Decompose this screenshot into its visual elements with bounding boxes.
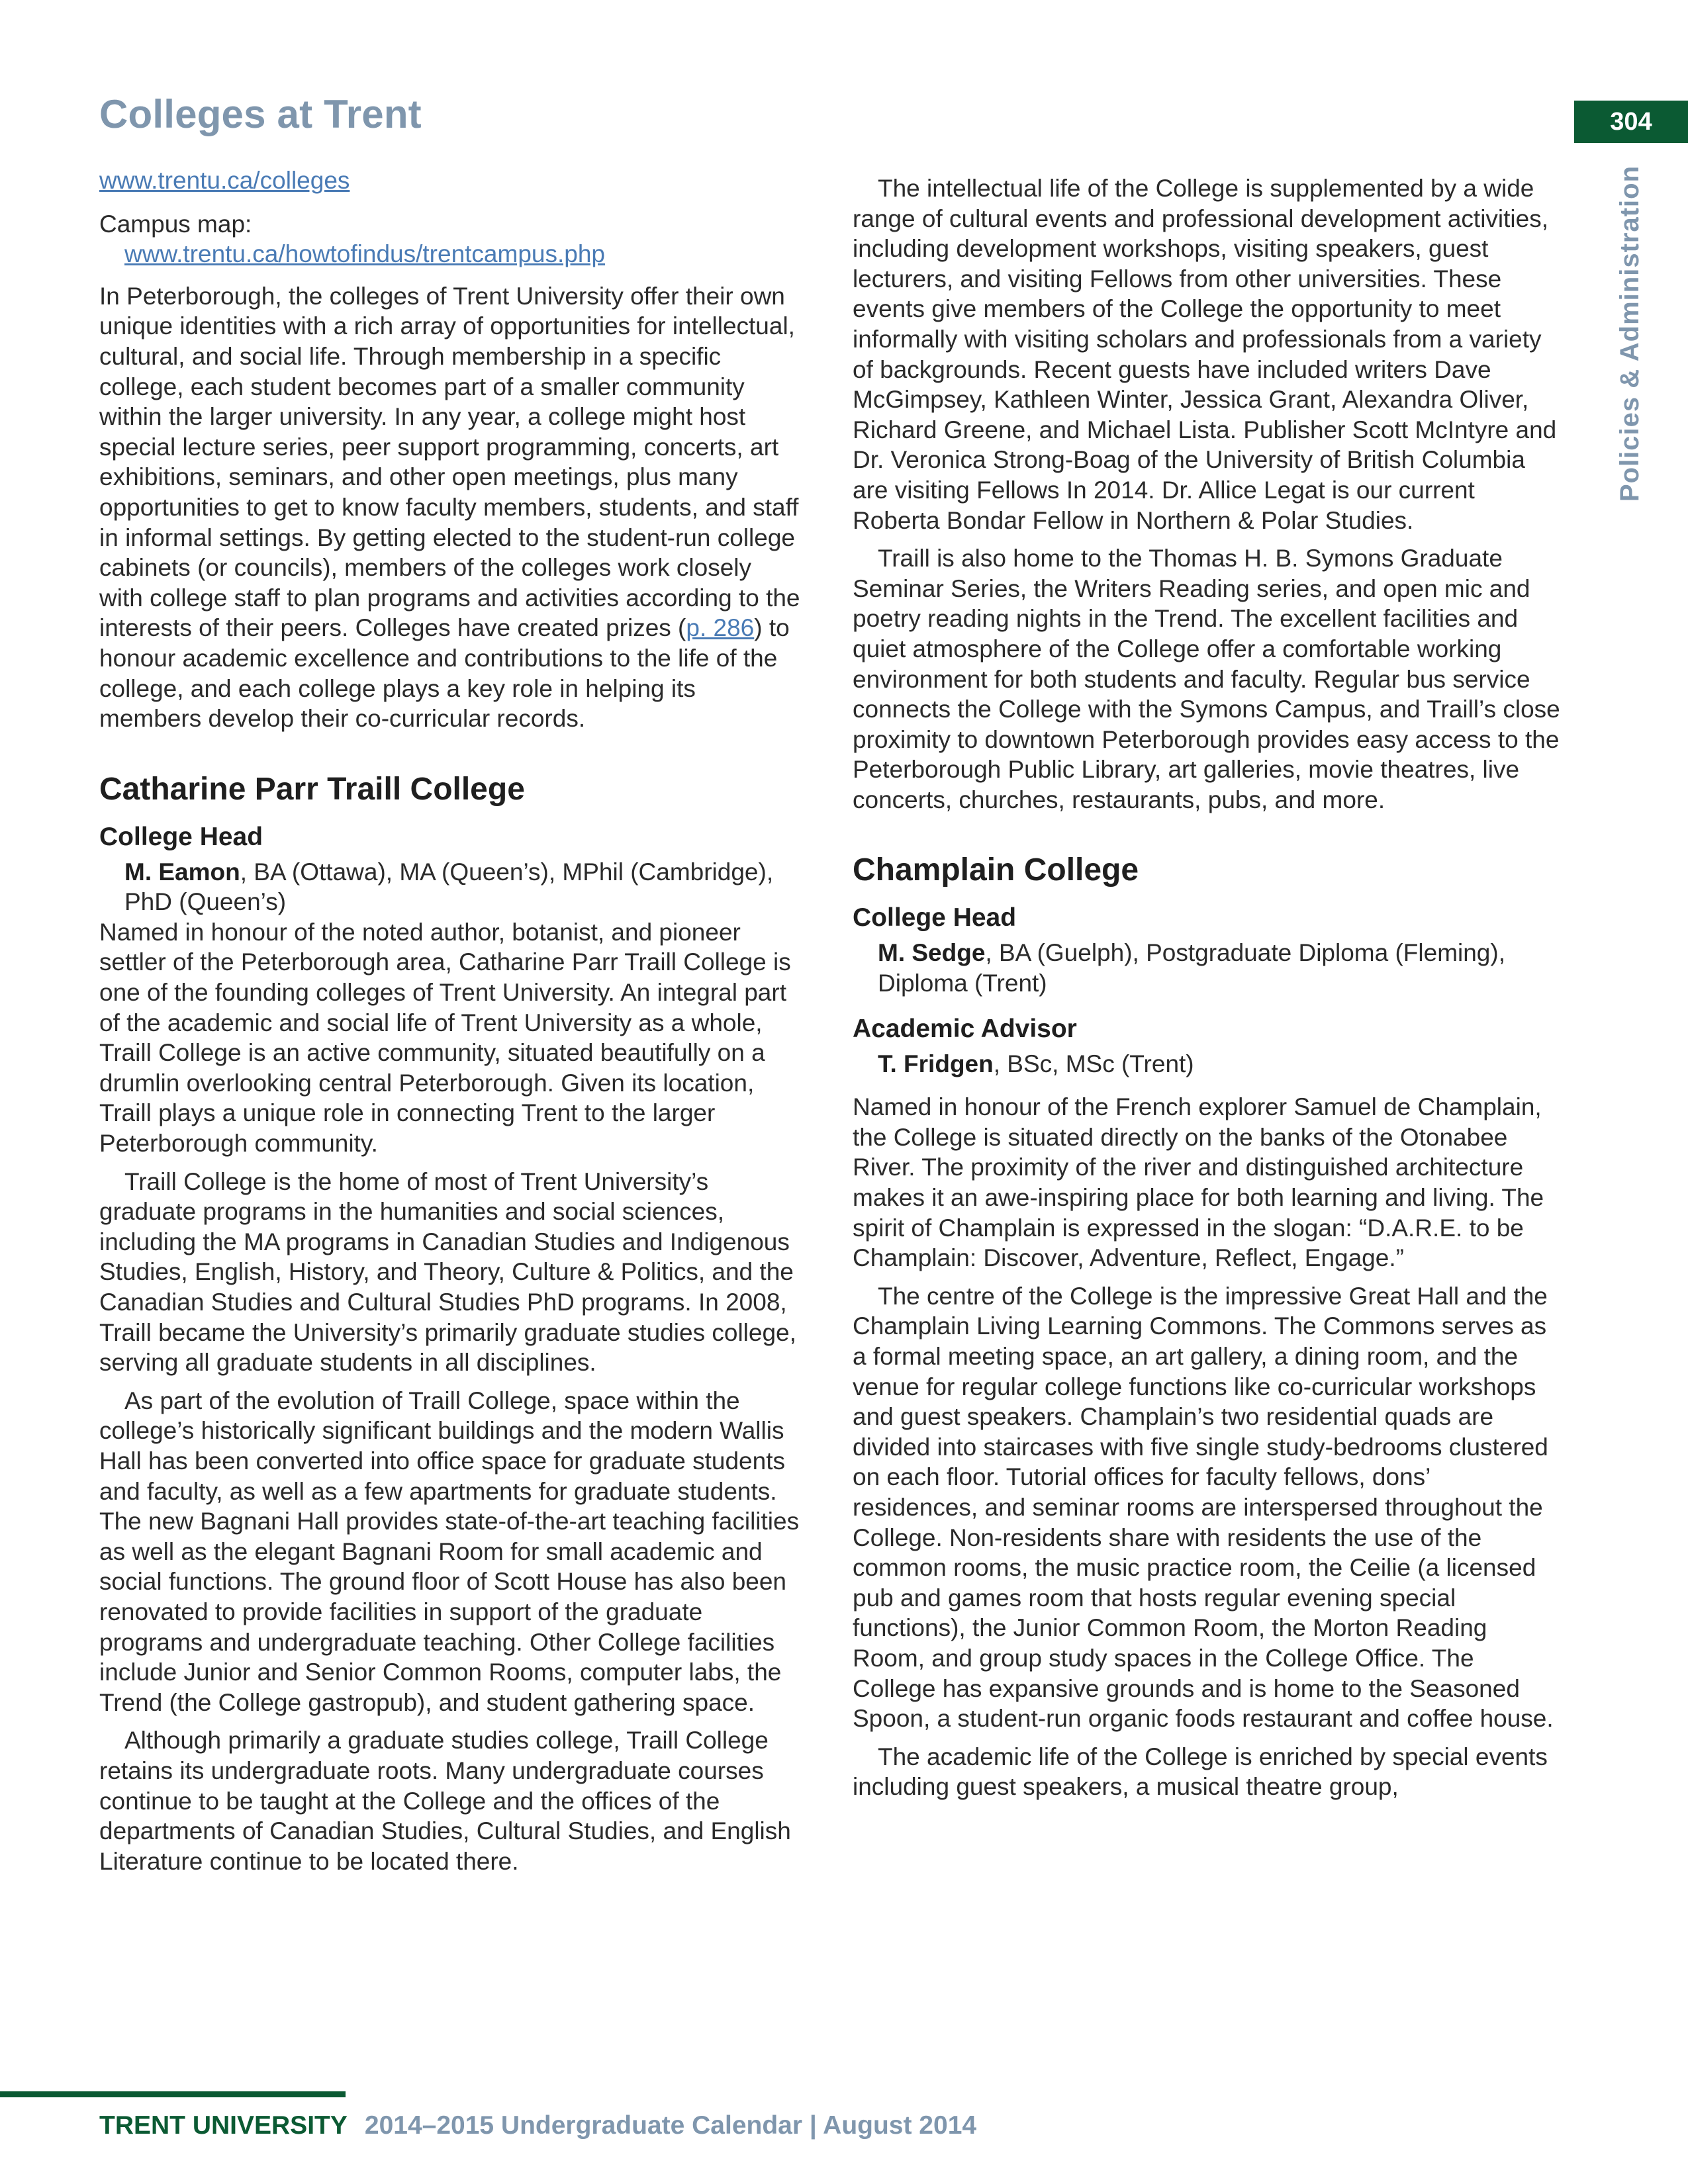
champlain-advisor-name: T. Fridgen <box>878 1050 994 1077</box>
traill-paragraph-3: As part of the evolution of Traill College, space within the college’s historically significant buildings and the modern Wallis Hall has been converted into office space for graduate students and faculty, as well as a few apartments for graduate students. The new Bagnani Hall provides state-of-the-art teaching facilities as well as the elegant Bagnani Room for small academic and social functions. The ground floor of Scott House has also been renovated to provide facilities in support of the graduate programs and undergraduate teaching. Other College facilities include Junior and Senior Common Rooms, computer labs, the Trend (the College gastropub), and student gathering space. <box>99 1387 800 1716</box>
traill-section-title: Catharine Parr Traill College <box>99 771 525 807</box>
footer-university: TRENT UNIVERSITY <box>99 2111 348 2140</box>
champlain-head-entry: M. Sedge, BA (Guelph), Postgraduate Diploma (Fleming), Diploma (Trent) <box>878 939 1505 997</box>
traill-paragraph-6: Traill is also home to the Thomas H. B. Symons Graduate Seminar Series, the Writers Reading series, and open mic and poetry reading nights in the Trend. The excellent facilities and quiet atmosphere of the College offer a comfortable working environment for both students and faculty. Regular bus service connects the College with the Symons Campus, and Traill’s close proximity to downtown Peterborough provides easy access to the Peterborough Public Library, art galleries, movie theatres, live concerts, churches, restaurants, pubs, and more. <box>853 545 1560 813</box>
right-column <box>853 165 1561 1802</box>
traill-paragraph-4: Although primarily a graduate studies college, Traill College retains its undergraduate roots. Many undergraduate courses continue to be taught at the College and the offices of the departments of Canadian Studies, Cultural Studies, and English Literature continue to be located there. <box>99 1727 791 1875</box>
traill-head-label: College Head <box>99 822 263 851</box>
champlain-advisor-label: Academic Advisor <box>853 1014 1077 1043</box>
footer-calendar: 2014–2015 Undergraduate Calendar | August 2014 <box>364 2111 977 2140</box>
colleges-link[interactable]: www.trentu.ca/colleges <box>99 167 350 194</box>
prizes-page-link[interactable]: p. 286 <box>686 614 755 642</box>
page-footer <box>99 2111 976 2140</box>
champlain-head-label: College Head <box>853 903 1017 933</box>
campus-map-link[interactable]: www.trentu.ca/howtofindus/trentcampus.php <box>124 240 605 268</box>
footer-rule <box>0 2091 346 2097</box>
traill-paragraph-2: Traill College is the home of most of Trent University’s graduate programs in the humanities and social sciences, including the MA programs in Canadian Studies and Indigenous Studies, English, History, and Theory, Culture & Politics, and the Canadian Studies and Cultural Studies PhD programs. In 2008, Traill became the University’s primarily graduate studies college, serving all graduate students in all disciplines. <box>99 1167 796 1377</box>
traill-paragraph-5: The intellectual life of the College is supplemented by a wide range of cultural events and professional development activities, including development workshops, visiting speakers, guest lecturers, and visiting Fellows from other universities. These events give members of the College the opportunity to meet informally with visiting scholars and professionals from a variety of backgrounds. Recent guests have included writers Dave McGimpsey, Kathleen Winter, Jessica Grant, Alexandra Oliver, Richard Greene, and Michael Lista. Publisher Scott McIntyre and Dr. Veronica Strong-Boag of the University of British Columbia are visiting Fellows In 2014. Dr. Allice Legat is our current Roberta Bondar Fellow in Northern & Polar Studies. <box>853 175 1557 534</box>
champlain-paragraph-3: The academic life of the College is enriched by special events including guest speakers, a musical theatre group, <box>853 1743 1548 1801</box>
traill-head-name: M. Eamon <box>124 858 240 886</box>
champlain-section-title: Champlain College <box>853 852 1139 888</box>
champlain-paragraph-2: The centre of the College is the impressive Great Hall and the Champlain Living Learning Commons. The Commons serves as a formal meeting space, an art gallery, a dining room, and the venue for regular college functions like co-curricular workshops and guest speakers. Champlain’s two residential quads are divided into staircases with five single study-bedrooms clustered on each floor. Tutorial offices for faculty fellows, dons’ residences, and seminar rooms are interspersed throughout the College. Non-residents share with residents the use of the common rooms, the music practice room, the Ceilie (a licensed pub and games room that hosts regular evening special functions), the Junior Common Room, the Morton Reading Room, and group study spaces in the College Office. The College has expansive grounds and is home to the Seasoned Spoon, a student-run organic foods restaurant and coffee house. <box>853 1282 1554 1733</box>
left-column <box>99 165 801 1876</box>
traill-head-entry: M. Eamon, BA (Ottawa), MA (Queen’s), MPhil (Cambridge), PhD (Queen’s) <box>124 858 774 916</box>
traill-paragraph-1: Named in honour of the noted author, botanist, and pioneer settler of the Peterborough area, Catharine Parr Traill College is one of the founding colleges of Trent University. An integral part of the academic and social life of Trent University as a whole, Traill College is an active community, situated beautifully on a drumlin overlooking central Peterborough. Given its location, Traill plays a unique role in connecting Trent to the larger Peterborough community. <box>99 918 791 1158</box>
campus-map-label: Campus map: <box>99 210 252 238</box>
page-number-badge: 304 <box>1574 101 1688 143</box>
champlain-head-name: M. Sedge <box>878 939 986 967</box>
section-side-tab-label: Policies & Administration <box>1615 165 1644 502</box>
intro-paragraph: In Peterborough, the colleges of Trent University offer their own unique identities with a rich array of opportunities for intellectual, cultural, and social life. Through membership in a specific college, each student becomes part of a smaller community within the larger university. In any year, a college might host special lecture series, peer support programming, concerts, art exhibitions, seminars, and other open meetings, plus many opportunities to get to know faculty members, students, and staff in informal settings. By getting elected to the student-run college cabinets (or councils), members of the colleges work closely with college staff to plan programs and activities according to the interests of their peers. Colleges have created prizes (p. 286) to honour academic excellence and contributions to the life of the college, and each college plays a key role in helping its members develop their co-curricular records. <box>99 282 800 733</box>
champlain-advisor-entry: T. Fridgen, BSc, MSc (Trent) <box>878 1050 1194 1077</box>
champlain-paragraph-1: Named in honour of the French explorer Samuel de Champlain, the College is situated directly on the banks of the Otonabee River. The proximity of the river and distinguished architecture makes it an awe-inspiring place for both learning and living. The spirit of Champlain is expressed in the slogan: “D.A.R.E. to be Champlain: Discover, Adventure, Reflect, Engage.” <box>853 1093 1544 1272</box>
page-title: Colleges at Trent <box>99 92 422 136</box>
